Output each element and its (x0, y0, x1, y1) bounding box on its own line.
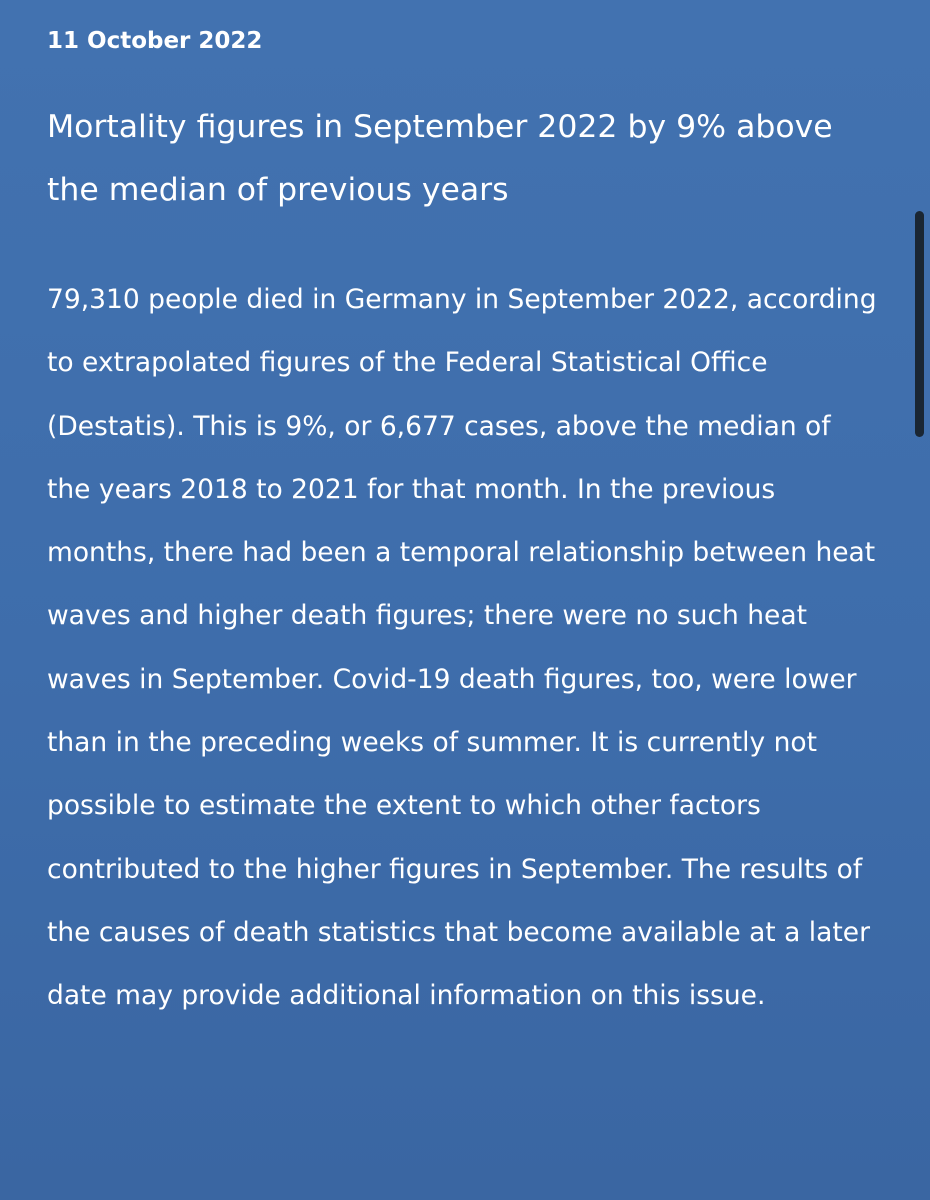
article-headline: Mortality figures in September 2022 by 9% above the median of previous years (47, 109, 833, 208)
scrollbar-thumb[interactable] (915, 211, 924, 437)
article-date: 11 October 2022 (47, 28, 263, 54)
article-body: 79,310 people died in Germany in September 2022, according to extrapolated figures of the Federal Statistical Office (Destatis). This is 9%, or 6,677 cases, above the median of the years 2018 to 2021 for that month. In the previous months, there had been a temporal relationship between heat waves and higher death figures; there were no such heat waves in September. Covid-19 death figures, too, were lower than in the preceding weeks of summer. It is currently not possible to estimate the extent to which other factors contributed to the higher figures in September. The results of the causes of death statistics that become available at a later date may provide additional information on this issue. (47, 284, 877, 1012)
